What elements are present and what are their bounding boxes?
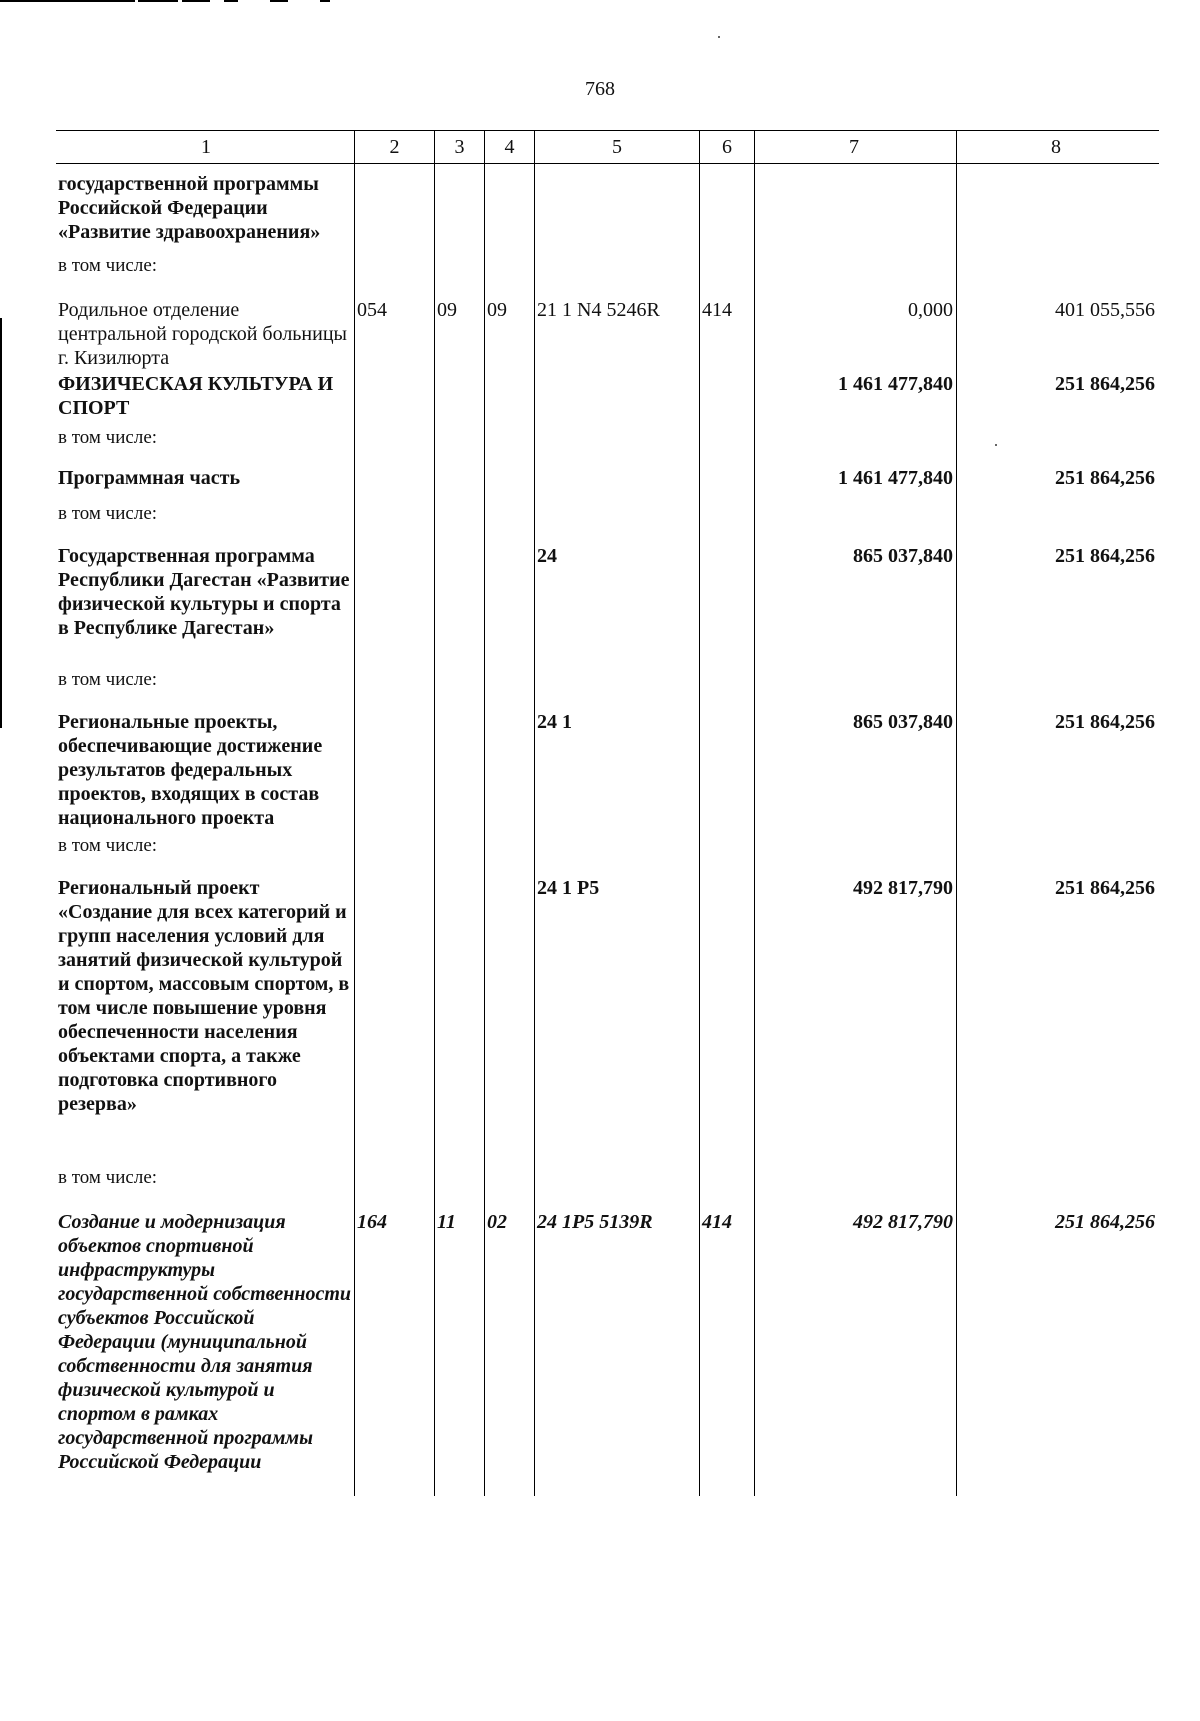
cell-col-6 [700,868,755,1162]
cell-col-7: 492 817,790 [755,868,957,1162]
cell-col-4 [485,164,535,248]
cell-col-5: 21 1 N4 5246R [535,288,700,360]
cell-col-2 [355,830,435,868]
cell-col-2 [355,664,435,702]
cell-col-4 [485,830,535,868]
cell-col-3 [435,422,485,460]
cell-col-2: 164 [355,1200,435,1496]
table-row [56,1162,1159,1200]
cell-col-2 [355,702,435,830]
header-col-7: 7 [755,131,957,163]
cell-col-6 [700,664,755,702]
cell-col-6 [700,248,755,288]
table-header [56,130,1159,164]
cell-col-4 [485,536,535,664]
cell-col-3: 11 [435,1200,485,1496]
cell-col-8: 251 864,256 [1055,467,1155,489]
table-row [56,664,1159,702]
cell-col-5 [535,422,700,460]
cell-col-6: 414 [700,288,755,360]
cell-col-6 [700,702,755,830]
cell-col-3 [435,868,485,1162]
cell-col-7: 1 461 477,840 [755,360,957,422]
row-label: Региональный проект «Создание для всех категорий и групп населения условий для занятий физической культурой и спортом, массовым спортом, в том числе повышение уровня обеспеченности населения объектами спорта, а также подготовка спортивного резерва» [56,868,355,1162]
table-row [56,360,1159,422]
row-label: государственной программы Российской Федерации «Развитие здравоохранения» [56,164,355,248]
row-label: в том числе: [56,830,355,868]
row-label: ФИЗИЧЕСКАЯ КУЛЬТУРА И СПОРТ [56,360,355,422]
cell-col-8 [957,164,1159,248]
header-col-5: 5 [535,131,700,163]
table-row [56,868,1159,1162]
cell-col-2 [355,164,435,248]
cell-col-7 [755,422,957,460]
cell-col-2 [355,360,435,422]
cell-col-7 [755,830,957,868]
cell-col-8: 251 864,256 [1055,1211,1155,1233]
cell-col-8: 251 864,256 [1055,877,1155,899]
table-row [56,702,1159,830]
cell-col-8: 401 055,556 [1055,299,1155,321]
cell-col-5 [535,248,700,288]
table-row [56,164,1159,248]
cell-col-5 [535,498,700,536]
cell-col-5 [535,164,700,248]
cell-col-7 [755,164,957,248]
cell-col-5 [535,664,700,702]
cell-col-5 [535,460,700,498]
cell-col-3 [435,460,485,498]
cell-col-7 [755,1162,957,1200]
cell-col-6 [700,460,755,498]
cell-col-4 [485,460,535,498]
header-col-3: 3 [435,131,485,163]
cell-col-3 [435,536,485,664]
cell-col-2 [355,868,435,1162]
cell-col-8: 251 864,256 [1055,373,1155,395]
cell-col-2 [355,422,435,460]
cell-col-4 [485,498,535,536]
header-col-4: 4 [485,131,535,163]
top-scan-line [0,0,400,2]
cell-col-5 [535,1162,700,1200]
cell-col-3 [435,248,485,288]
cell-col-5: 24 1P5 5139R [535,1200,700,1496]
row-label: Родильное отделение центральной городской больницы г. Кизилюрта [56,288,355,360]
cell-col-7: 865 037,840 [755,702,957,830]
cell-col-3 [435,164,485,248]
cell-col-5: 24 [535,536,700,664]
cell-col-4 [485,702,535,830]
cell-col-6 [700,498,755,536]
table-row [56,498,1159,536]
cell-col-7: 492 817,790 [755,1200,957,1496]
header-col-1: 1 [56,131,355,163]
cell-col-2 [355,1162,435,1200]
left-margin-line [0,318,2,728]
cell-col-2 [355,536,435,664]
cell-col-7 [755,498,957,536]
row-label: в том числе: [56,422,355,460]
cell-col-7: 0,000 [755,288,957,360]
cell-col-3 [435,702,485,830]
cell-col-3 [435,664,485,702]
cell-col-4 [485,360,535,422]
row-label: в том числе: [56,248,355,288]
table-row [56,248,1159,288]
cell-col-2: 054 [355,288,435,360]
cell-col-2 [355,248,435,288]
cell-col-8 [957,498,1159,536]
table-body [56,164,1159,1496]
row-label: Региональные проекты, обеспечивающие достижение результатов федеральных проектов, входящих в состав национального проекта [56,702,355,830]
cell-col-8 [957,1162,1159,1200]
cell-col-5 [535,360,700,422]
cell-col-4 [485,1162,535,1200]
row-label: Программная часть [56,460,355,498]
header-col-8: 8 [1051,135,1061,158]
table-row [56,830,1159,868]
cell-col-3 [435,830,485,868]
budget-table [56,130,1159,1496]
cell-col-3 [435,1162,485,1200]
cell-col-5: 24 1 P5 [535,868,700,1162]
cell-col-2 [355,460,435,498]
cell-col-7: 865 037,840 [755,536,957,664]
cell-col-4 [485,868,535,1162]
row-label: Государственная программа Республики Дагестан «Развитие физической культуры и спорта в Республике Дагестан» [56,536,355,664]
table-row [56,460,1159,498]
cell-col-4 [485,664,535,702]
cell-col-8 [957,422,1159,460]
cell-col-2 [355,498,435,536]
header-col-6: 6 [700,131,755,163]
cell-col-8 [957,664,1159,702]
cell-col-6 [700,830,755,868]
scan-speck [718,36,720,38]
cell-col-5 [535,830,700,868]
cell-col-4: 09 [485,288,535,360]
row-label: в том числе: [56,1162,355,1200]
cell-col-6: 414 [700,1200,755,1496]
cell-col-3: 09 [435,288,485,360]
cell-col-8: 251 864,256 [1055,711,1155,733]
cell-col-7: 1 461 477,840 [755,460,957,498]
cell-col-4 [485,248,535,288]
cell-col-4: 02 [485,1200,535,1496]
cell-col-8 [957,830,1159,868]
row-label: в том числе: [56,498,355,536]
cell-col-7 [755,248,957,288]
cell-col-3 [435,498,485,536]
table-row [56,1200,1159,1496]
row-label: в том числе: [56,664,355,702]
cell-col-6 [700,536,755,664]
table-row [56,536,1159,664]
cell-col-6 [700,360,755,422]
page-number: 768 [585,78,615,100]
cell-col-8: 251 864,256 [1055,545,1155,567]
cell-col-7 [755,664,957,702]
cell-col-6 [700,164,755,248]
cell-col-3 [435,360,485,422]
row-label: Создание и модернизация объектов спортивной инфраструктуры государственной собственности субъектов Российской Федерации (муниципальной собственности для занятия физической культурой и спортом в рамках государственной программы Российской Федерации [56,1200,355,1496]
cell-col-4 [485,422,535,460]
cell-col-5: 24 1 [535,702,700,830]
table-row [56,288,1159,369]
cell-col-6 [700,422,755,460]
table-row [56,422,1159,460]
header-col-2: 2 [355,131,435,163]
cell-col-8 [957,248,1159,288]
cell-col-6 [700,1162,755,1200]
